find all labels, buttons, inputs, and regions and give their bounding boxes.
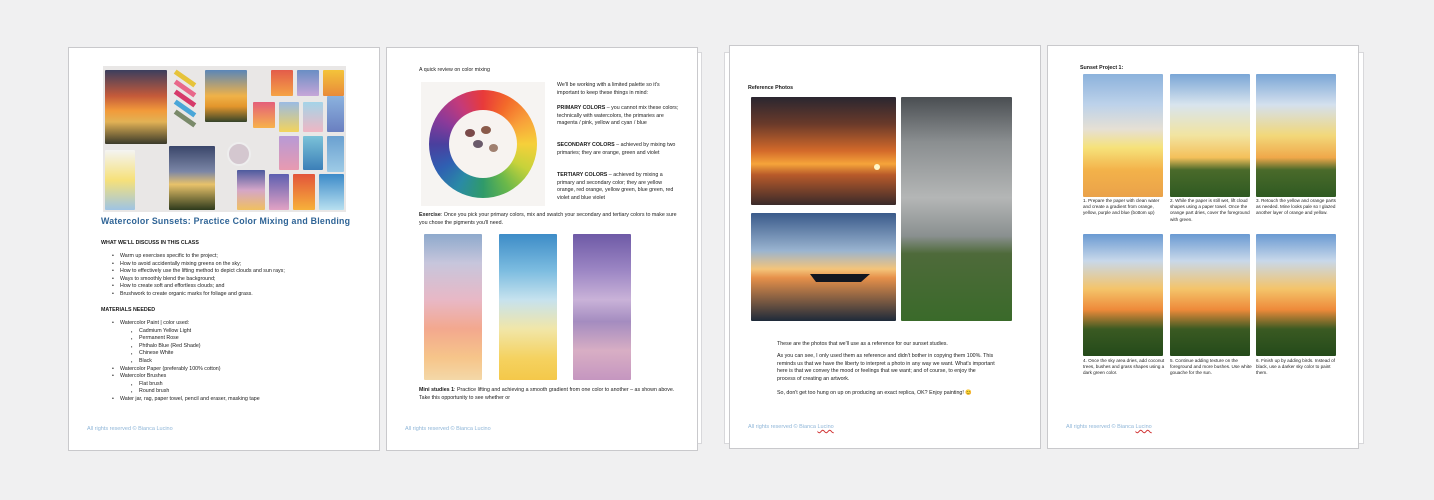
list-item: • Watercolor Paint | color used: ▪ Cadmium Yellow Light ▪ Permanent Rose ▪ Phthalo Blue (Red Shade) ▪ Chinese White ▪ Black xyxy=(111,320,361,366)
discuss-heading: WHAT WE'LL DISCUSS IN THIS CLASS xyxy=(101,240,199,246)
materials-heading: MATERIALS NEEDED xyxy=(101,307,156,313)
list-item: • Water jar, rag, paper towel, pencil and eraser, masking tape xyxy=(111,396,361,404)
step-caption-3: 3. Retouch the yellow and orange parts as needed. Mine looks pale so I glazed another layer of orange and yellow. xyxy=(1256,198,1336,216)
materials-list xyxy=(111,320,361,404)
page-footer: All rights reserved © Bianca Lucino xyxy=(87,426,173,432)
secondary-colors-note: SECONDARY COLORS – achieved by mixing two primaries; they are orange, green and violet xyxy=(557,142,676,156)
list-item: • Warm up exercises specific to the project; xyxy=(111,253,361,261)
list-item: • How to avoid accidentally mixing greens on the sky; xyxy=(111,261,361,269)
list-item: • Ways to smoothly blend the background; xyxy=(111,276,361,284)
step-painting-2 xyxy=(1170,74,1250,197)
color-wheel-image xyxy=(421,82,545,206)
reference-text-2: As you can see, I only used them as reference and didn't bother in copying them 100%. This reminds us that we have the liberty to interpret a photo in any way we want. What's important here is that we convey the mood or feelings that we want; and of course, to enjoy the process of creating an artwork. xyxy=(777,353,995,382)
document-page-1 xyxy=(68,47,380,451)
study-painting-2 xyxy=(499,234,557,380)
palette-intro: We'll be working with a limited palette so it's important to keep these things in mind: xyxy=(557,82,660,96)
step-painting-4 xyxy=(1083,234,1163,356)
step-caption-5: 5. Continue adding texture on the foreground and more bushes. Use white gouache for the sun. xyxy=(1170,358,1252,376)
page-footer: All rights reserved © Bianca Lucino xyxy=(1066,424,1152,430)
sunset-photo-1 xyxy=(751,97,896,205)
document-page-3 xyxy=(729,45,1041,449)
list-item: • How to effectively use the lifting method to depict clouds and sun rays; xyxy=(111,268,361,276)
study-painting-3 xyxy=(573,234,631,380)
list-item: ▪ Black xyxy=(130,358,361,366)
list-item: • How to create soft and effortless clouds; and xyxy=(111,283,361,291)
list-item: ▪ Flat brush xyxy=(130,381,361,389)
sun-highlight xyxy=(874,164,880,170)
page-title: Watercolor Sunsets: Practice Color Mixing and Blending xyxy=(101,216,351,226)
project-heading: Sunset Project 1: xyxy=(1080,65,1124,71)
page-footer: All rights reserved © Bianca Lucino xyxy=(405,426,491,432)
discuss-list xyxy=(111,253,361,299)
step-caption-1: 1. Prepare the paper with clean water and create a gradient from orange, yellow, purple and blue (bottom up) xyxy=(1083,198,1160,216)
reference-text-1: These are the photos that we'll use as a reference for our sunset studies. xyxy=(777,341,948,347)
sunset-photo-2 xyxy=(751,213,896,321)
step-painting-1 xyxy=(1083,74,1163,197)
step-painting-5 xyxy=(1170,234,1250,356)
document-page-2 xyxy=(386,47,698,451)
list-item: ▪ Round brush xyxy=(130,388,361,396)
reference-photos-heading: Reference Photos xyxy=(748,85,794,91)
cloudy-field-photo xyxy=(901,97,1012,321)
list-item: • Watercolor Brushes ▪ Flat brush ▪ Round brush xyxy=(111,373,361,396)
mini-studies-text: Mini studies 1: Practice lifting and achieving a smooth gradient from one color to another – as shown above. Take this opportunity to see whether or xyxy=(419,387,675,401)
exercise-text: Exercise: Once you pick your primary colors, mix and swatch your secondary and tertiary colors to make sure you chose the pigments you'll need. xyxy=(419,212,677,226)
list-item: ▪ Permanent Rose xyxy=(130,335,361,343)
step-caption-2: 2. While the paper is still wet, lift cloud shapes using a paper towel. Once the orange part dries, cover the foreground with green. xyxy=(1170,198,1250,222)
list-item: ▪ Cadmium Yellow Light xyxy=(130,328,361,336)
step-caption-6: 6. Finish up by adding birds. Instead of black, use a darker sky color to paint them. xyxy=(1256,358,1335,376)
list-item: ▪ Chinese White xyxy=(130,350,361,358)
study-painting-1 xyxy=(424,234,482,380)
tertiary-colors-note: TERTIARY COLORS – achieved by mixing a primary and secondary color; they are yellow orange, red orange, yellow green, blue green, red violet and blue violet xyxy=(557,172,674,201)
reference-text-3: So, don't get too hung on up on producing an exact replica, OK? Enjoy painting! 😊 xyxy=(777,390,972,396)
step-painting-3 xyxy=(1256,74,1336,197)
list-item: • Watercolor Paper (preferably 100% cotton) xyxy=(111,366,361,374)
page-footer: All rights reserved © Bianca Lucino xyxy=(748,424,834,430)
list-item: ▪ Phthalo Blue (Red Shade) xyxy=(130,343,361,351)
step-caption-4: 4. Once the sky area dries, add coconut trees, bushes and grass shapes using a dark green color. xyxy=(1083,358,1165,376)
list-item: • Brushwork to create organic marks for foliage and grass. xyxy=(111,291,361,299)
primary-colors-note: PRIMARY COLORS – you cannot mix these colors; technically with watercolors, the primaries are magenta / pink, yellow and cyan / blue xyxy=(557,105,679,127)
intro-text: A quick review on color mixing xyxy=(419,67,490,73)
materials-collage-image xyxy=(103,66,346,212)
document-page-4 xyxy=(1047,45,1359,449)
step-painting-6 xyxy=(1256,234,1336,356)
